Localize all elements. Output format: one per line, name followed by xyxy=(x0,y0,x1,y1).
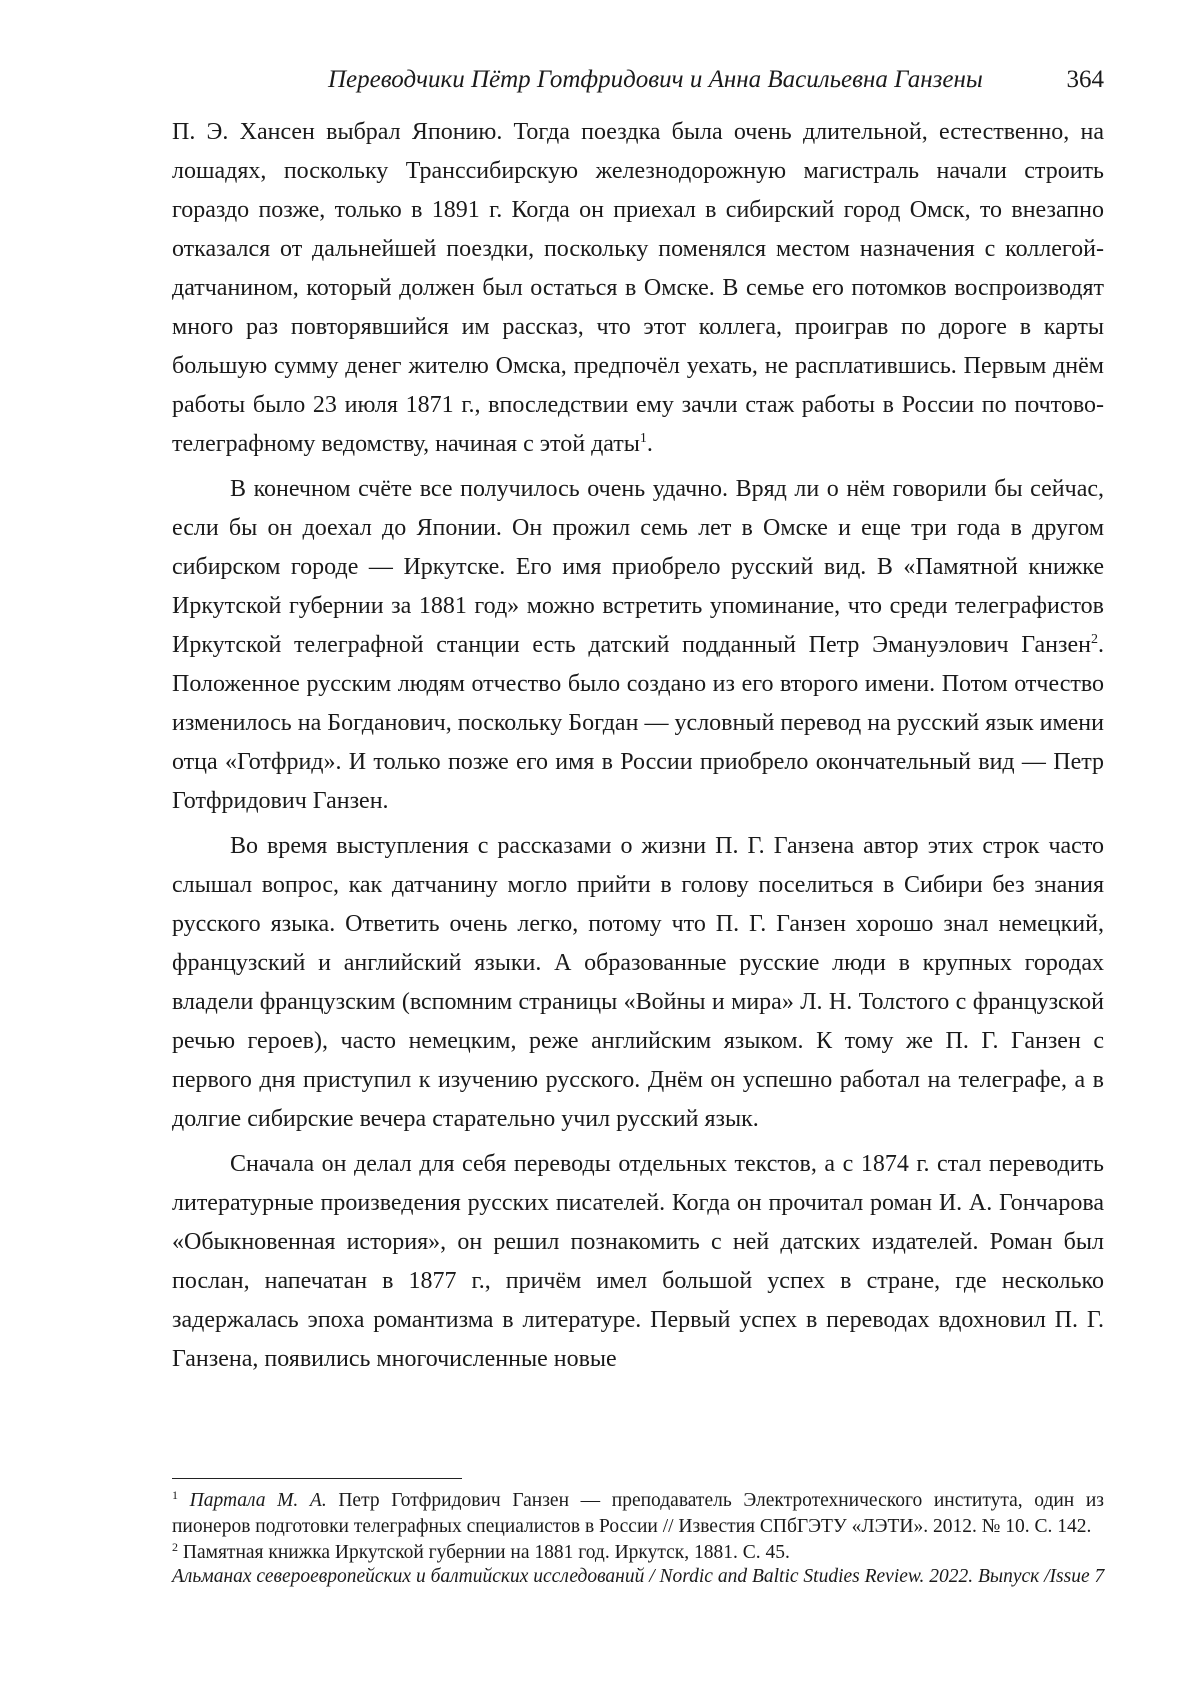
running-title: Переводчики Пётр Готфридович и Анна Васильевна Ганзены xyxy=(328,66,983,93)
paragraph-1 xyxy=(172,113,1104,464)
paragraph-4: Сначала он делал для себя переводы отдельных текстов, а с 1874 г. стал переводить литературные произведения русских писателей. Когда он прочитал роман И. А. Гончарова «Обыкновенная история», он решил познакомить с ней датских издателей. Роман был послан, напечатан в 1877 г., причём имел большой успех в стране, где несколько задержалась эпоха романтизма в литературе. Первый успех в переводах вдохновил П. Г. Ганзена, появились многочисленные новые xyxy=(172,1151,1104,1372)
paragraph-2 xyxy=(172,470,1104,821)
footnote-1-number: 1 xyxy=(172,1488,178,1502)
footnote-ref-2[interactable]: 2 xyxy=(1091,632,1098,647)
footnote-2-text: Памятная книжка Иркутской губернии на 1881 год. Иркутск, 1881. С. 45. xyxy=(178,1542,790,1563)
body-text xyxy=(172,113,1104,1385)
footnote-1 xyxy=(172,1488,1104,1540)
page-header xyxy=(172,66,1104,106)
paragraph-1-end: . xyxy=(646,431,653,457)
footnote-2 xyxy=(172,1540,1104,1566)
footnotes xyxy=(172,1488,1104,1566)
footnote-1-author: Партала М. А. xyxy=(189,1490,327,1511)
footnote-1-text: Петр Готфридович Ганзен — преподаватель Электротехнического института, один из пионеров подготовки телеграфных специалистов в России // Известия СПбГЭТУ «ЛЭТИ». 2012. № 10. С. 142. xyxy=(172,1490,1105,1537)
journal-footer: Альманах североевропейских и балтийских исследований / Nordic and Baltic Studies Review. 2022. Выпуск /Issue 7 xyxy=(172,1566,1105,1587)
footnote-2-number: 2 xyxy=(172,1540,178,1554)
paragraph-2-text-a: В конечном счёте все получилось очень удачно. Вряд ли о нём говорили бы сейчас, если бы он доехал до Японии. Он прожил семь лет в Омске и еще три года в другом сибирском городе — Иркутске. Его имя приобрело русский вид. В «Памятной книжке Иркутской губернии за 1881 год» можно встретить упоминание, что среди телеграфистов Иркутской телеграфной станции есть датский подданный Петр Эмануэлович Ганзен xyxy=(172,476,1104,658)
paragraph-2-text-b: . Положенное русским людям отчество было создано из его второго имени. Потом отчество изменилось на Богданович, поскольку Богдан — условный перевод на русский язык имени отца «Готфрид». И только позже его имя в России приобрело окончательный вид — Петр Готфридович Ганзен. xyxy=(172,632,1104,814)
footnote-ref-1[interactable]: 1 xyxy=(639,431,647,446)
paragraph-3: Во время выступления с рассказами о жизни П. Г. Ганзена автор этих строк часто слышал вопрос, как датчанину могло прийти в голову поселиться в Сибири без знания русского языка. Ответить очень легко, потому что П. Г. Ганзен хорошо знал немецкий, французский и английский языки. А образованные русские люди в крупных городах владели французским (вспомним страницы «Войны и мира» Л. Н. Толстого с французской речью героев), часто немецким, реже английским языком. К тому же П. Г. Ганзен с первого дня приступил к изучению русского. Днём он успешно работал на телеграфе, а в долгие сибирские вечера старательно учил русский язык. xyxy=(172,833,1104,1132)
footnote-separator xyxy=(172,1478,462,1479)
paragraph-1-text: П. Э. Хансен выбрал Японию. Тогда поездка была очень длительной, естественно, на лошадях, поскольку Транссибирскую железнодорожную магистраль начали строить гораздо позже, только в 1891 г. Когда он приехал в сибирский город Омск, то внезапно отказался от дальнейшей поездки, поскольку поменялся местом назначения с коллегой-датчанином, который должен был остаться в Омске. В семье его потомков воспроизводят много раз повторявшийся им рассказ, что этот коллега, проиграв по дороге в карты большую сумму денег жителю Омска, предпочёл уехать, не расплатившись. Первым днём работы было 23 июля 1871 г., впоследствии ему зачли стаж работы в России по почтово-телеграфному ведомству, начиная с этой даты xyxy=(172,119,1104,457)
page-number: 364 xyxy=(1066,66,1104,93)
